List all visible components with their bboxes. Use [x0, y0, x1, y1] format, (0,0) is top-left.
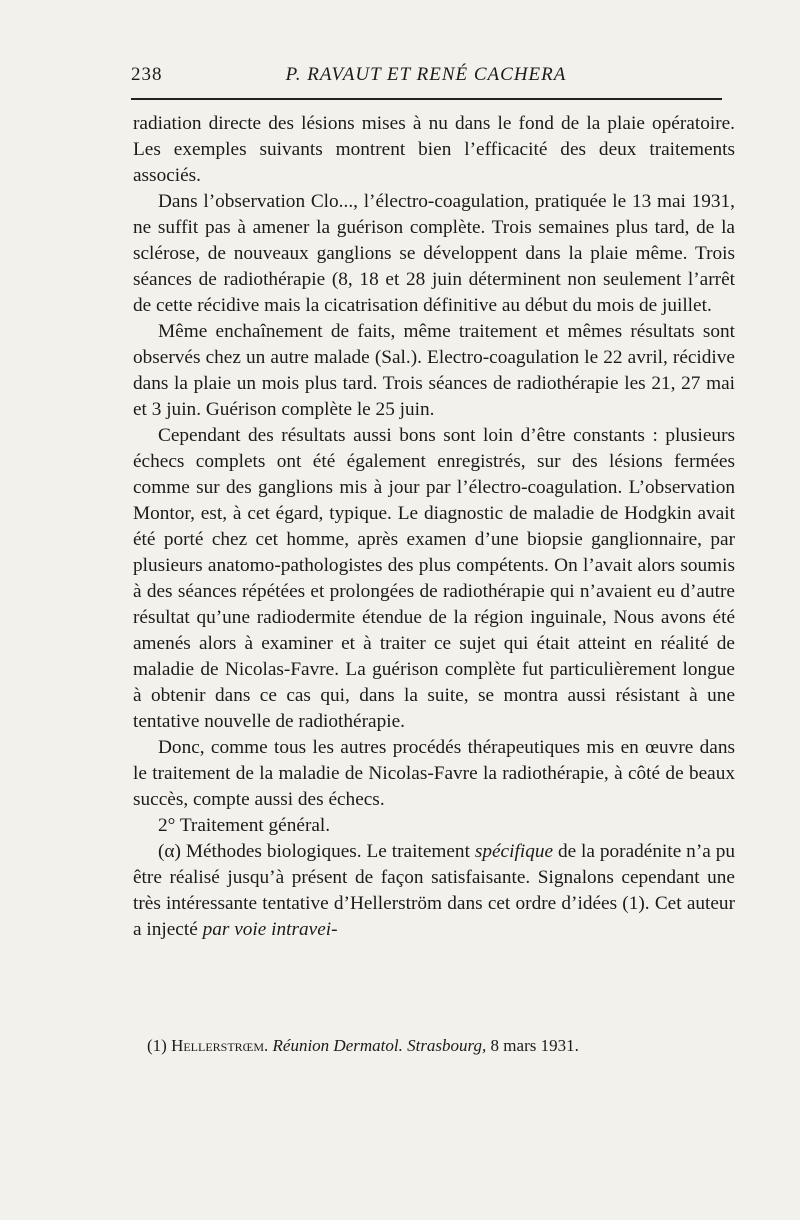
paragraph-7-text-c: de la poradénite n’a pu être réalisé jusqu’à présent de façon satisfaisante. Signalons cependant une très intéressante tentative d’Hellerström dans cet ordre d’idées (1). Cet auteur a injecté [133, 841, 735, 940]
paragraph-2: Dans l’observation Clo..., l’électro-coagulation, pratiquée le 13 mai 1931, ne suffit pas à amener la guérison complète. Trois semaines plus tard, de la sclérose, de nouveaux ganglions se développent dans la plaie même. Trois séances de radiothérapie (8, 18 et 28 juin déterminent non seulement l’arrêt de cette récidive mais la cicatrisation définitive au début du mois de juillet. [133, 191, 735, 316]
paragraph-5: Donc, comme tous les autres procédés thérapeutiques mis en œuvre dans le traitement de la maladie de Nicolas-Favre la radiothérapie, à côté de beaux succès, compte aussi des échecs. [133, 737, 735, 810]
paragraph-7 [133, 839, 735, 943]
header-rule [131, 98, 722, 100]
body-text [133, 111, 735, 943]
paragraph-3: Même enchaînement de faits, même traitement et mêmes résultats sont observés chez un autre malade (Sal.). Electro-coagulation le 22 avril, récidive dans la plaie un mois plus tard. Trois séances de radiothérapie les 21, 27 mai et 3 juin. Guérison complète le 25 juin. [133, 321, 735, 420]
footnote [147, 1035, 737, 1057]
running-title: P. RAVAUT ET RENÉ CACHERA [285, 64, 567, 85]
paragraph-4: Cependant des résultats aussi bons sont loin d’être constants : plusieurs échecs complets ont été également enregistrés, sur des lésions fermées comme sur des ganglions mis à jour par l’électro-coagulation. L’observation Montor, est, à cet égard, typique. Le diagnostic de maladie de Hodgkin avait été porté chez cet homme, après examen d’une biopsie ganglionnaire, par plusieurs anatomo-pathologistes des plus compétents. On l’avait alors soumis à des séances répétées et prolongées de radiothérapie qui n’avaient eu d’autre résultat qu’une radiodermite étendue de la région inguinale, Nous avons été amenés alors à examiner et à traiter ce sujet qui était atteint en réalité de maladie de Nicolas-Favre. La guérison complète fut particulièrement longue à obtenir dans ce cas qui, dans la suite, se montra aussi résistant à une tentative nouvelle de radiothérapie. [133, 425, 735, 732]
paragraph-7-text-a: (α) Méthodes biologiques. Le traitement [158, 841, 475, 862]
paragraph-1: radiation directe des lésions mises à nu dans le fond de la plaie opératoire. Les exemples suivants montrent bien l’efficacité des deux traitements associés. [133, 113, 735, 186]
footnote-title: Réunion Dermatol. Strasbourg, [272, 1036, 487, 1055]
paragraph-7-emphasis-intraveineuse: par voie intravei- [202, 919, 338, 940]
footnote-number: (1) [147, 1036, 167, 1055]
page-number: 238 [131, 64, 163, 85]
page-header [131, 62, 721, 88]
paragraph-6: 2° Traitement général. [158, 815, 331, 836]
footnote-date: 8 mars 1931. [490, 1036, 579, 1055]
footnote-author: Hellerstrœm. [171, 1036, 269, 1055]
paragraph-7-emphasis-specifique: spécifique [474, 841, 554, 862]
